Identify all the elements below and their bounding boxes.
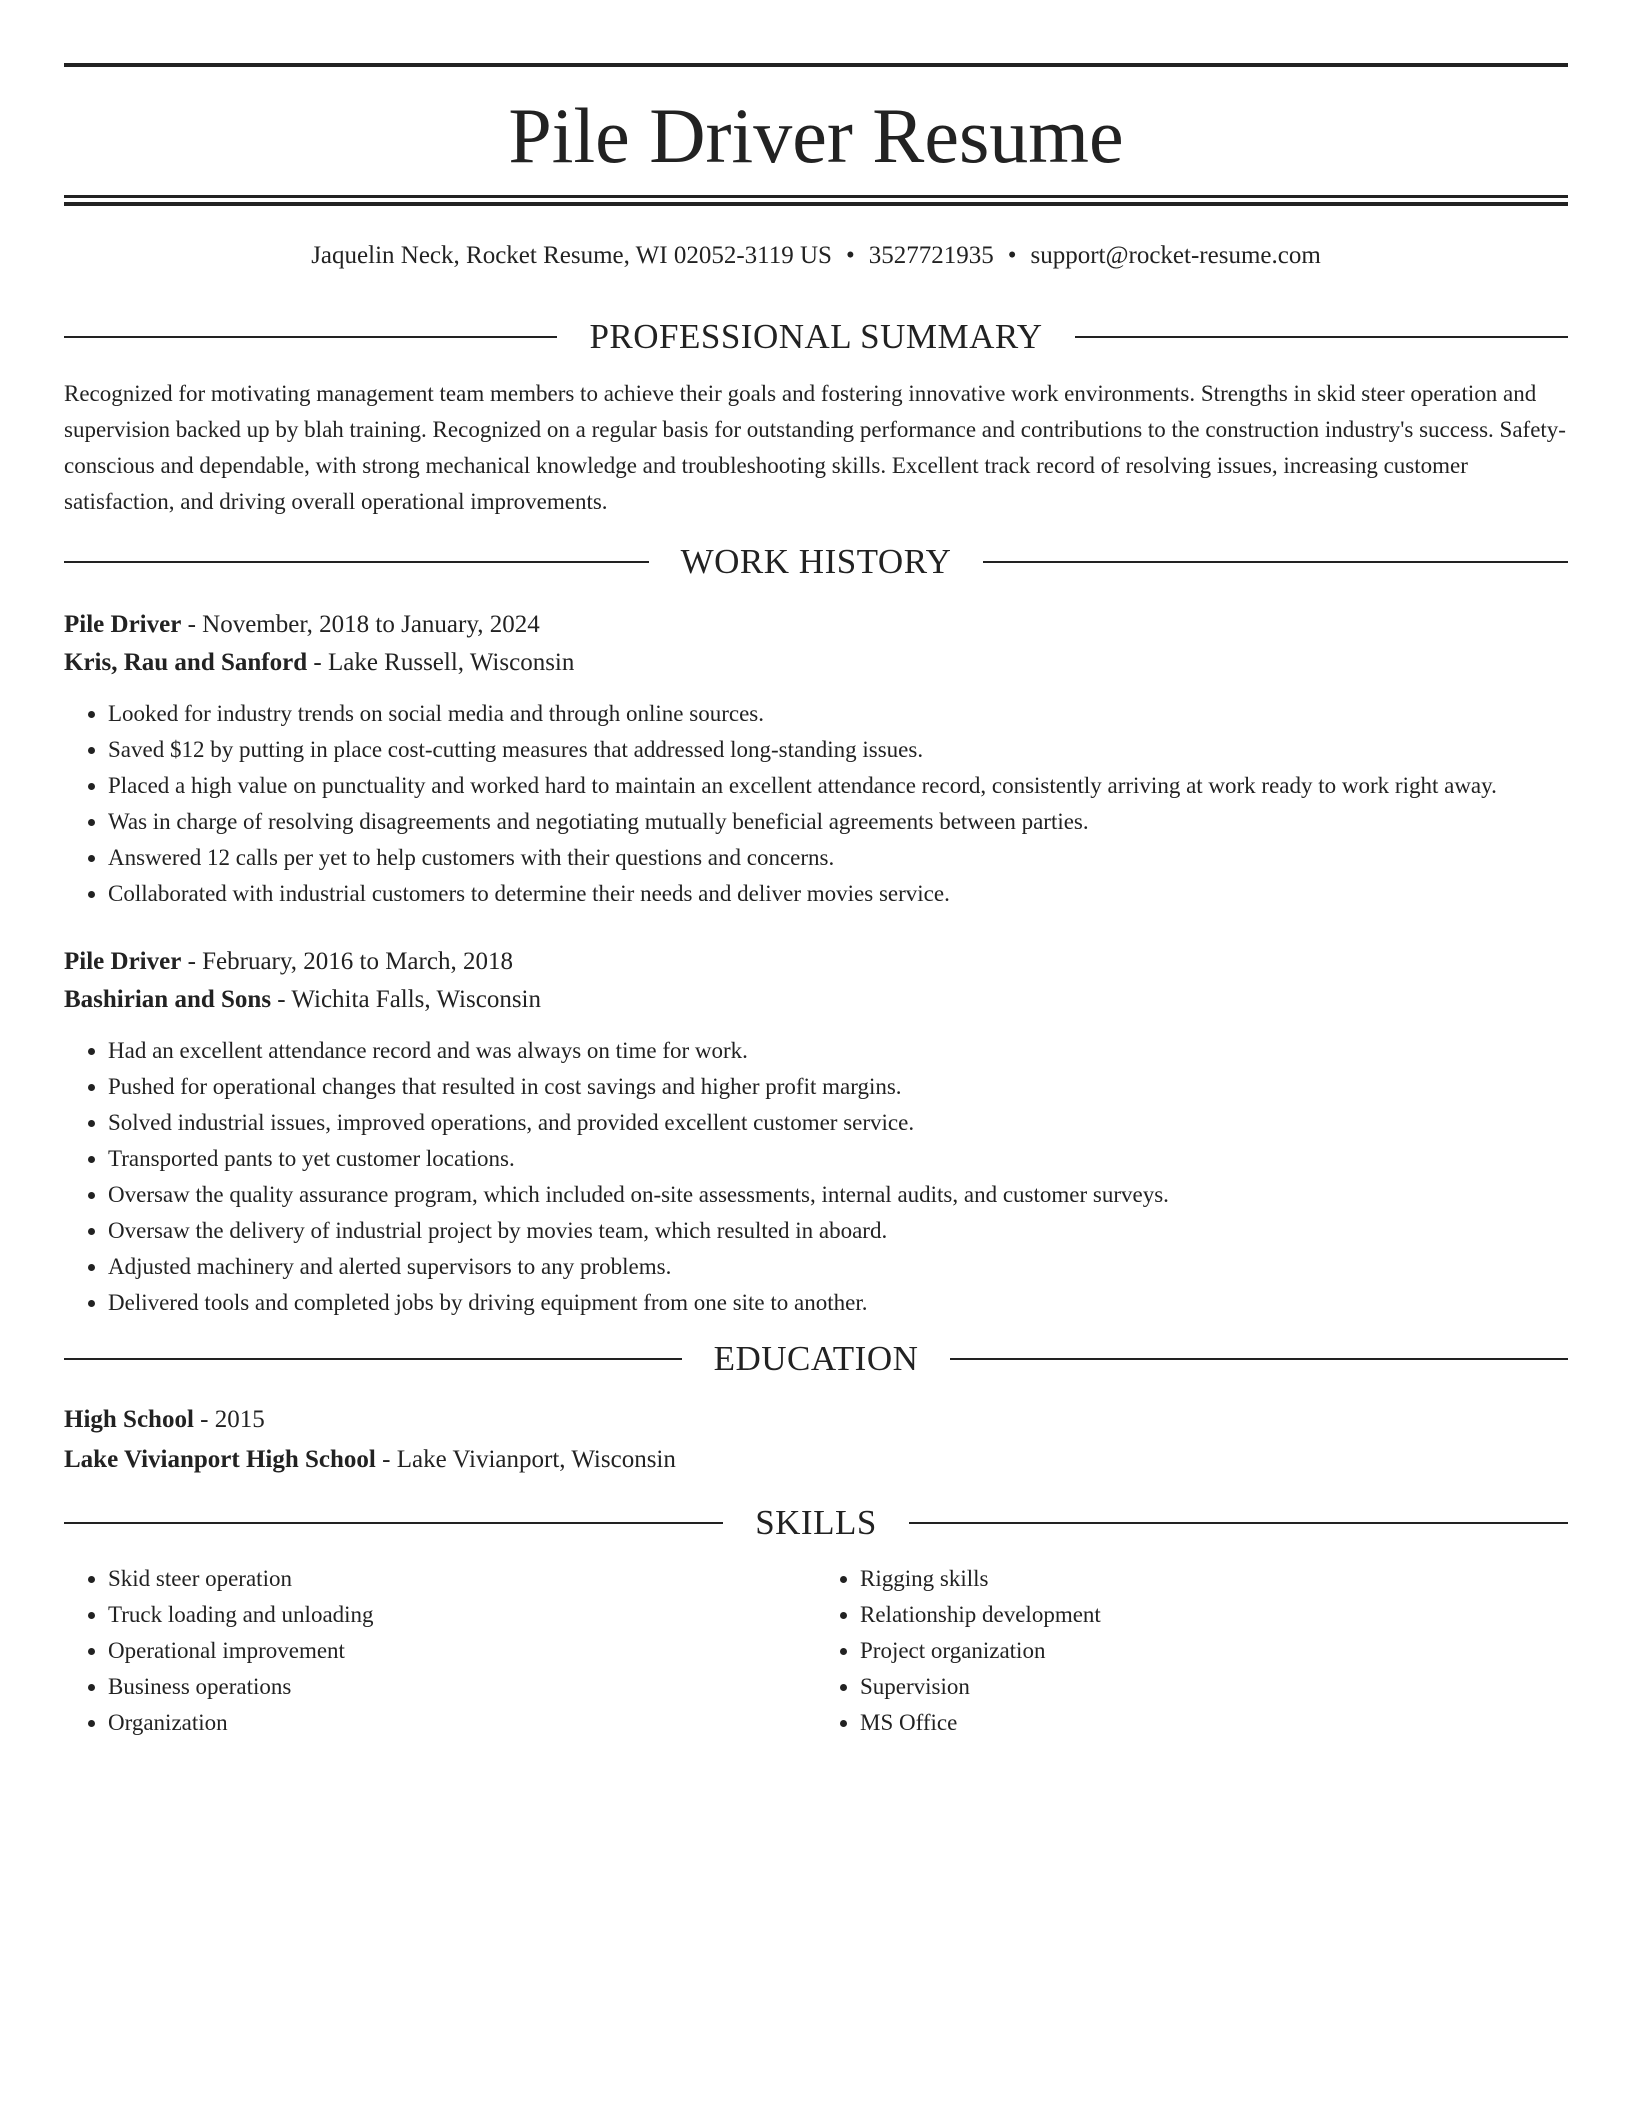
job-title-line — [64, 943, 1568, 981]
heading-rule — [983, 561, 1568, 563]
job-entry — [64, 943, 1568, 1321]
heading-rule — [64, 336, 557, 338]
skill-item: • Rigging skills — [860, 1561, 1568, 1597]
skill-item: • Skid steer operation — [108, 1561, 816, 1597]
skill-item: • Truck loading and unloading — [108, 1597, 816, 1633]
skill-item: • Organization — [108, 1705, 816, 1741]
contact-separator: • — [845, 242, 855, 269]
contact-address: Jaquelin Neck, Rocket Resume, WI 02052-3119 US — [311, 242, 832, 269]
list-item: • Transported pants to yet customer locations. — [108, 1141, 1568, 1177]
section-title: EDUCATION — [713, 1339, 919, 1378]
contact-email: support@rocket-resume.com — [1030, 242, 1321, 269]
job-dates: - February, 2016 to March, 2018 — [181, 948, 513, 975]
list-item: • Solved industrial issues, improved operations, and provided excellent customer service. — [108, 1105, 1568, 1141]
section-title: WORK HISTORY — [680, 542, 952, 581]
list-item: • Looked for industry trends on social media and through online sources. — [108, 696, 1568, 732]
list-item: • Placed a high value on punctuality and worked hard to maintain an excellent attendance record, consistently arriving at work ready to work right away. — [108, 768, 1568, 804]
job-dates: - November, 2018 to January, 2024 — [181, 611, 540, 638]
list-item: • Oversaw the delivery of industrial project by movies team, which resulted in aboard. — [108, 1213, 1568, 1249]
heading-rule — [909, 1522, 1568, 1524]
list-item: • Delivered tools and completed jobs by driving equipment from one site to another. — [108, 1285, 1568, 1321]
contact-separator: • — [1007, 242, 1017, 269]
skill-item: • Supervision — [860, 1669, 1568, 1705]
job-company-line — [64, 644, 1568, 682]
job-bullets — [64, 1033, 1568, 1321]
job-location: - Lake Russell, Wisconsin — [307, 649, 575, 676]
job-title-line — [64, 606, 1568, 644]
resume-page — [64, 63, 1568, 1741]
list-item: • Had an excellent attendance record and was always on time for work. — [108, 1033, 1568, 1069]
job-title: Pile Driver — [64, 948, 182, 975]
job-company: Kris, Rau and Sanford — [64, 649, 308, 676]
education-entry — [64, 1401, 1568, 1479]
job-title: Pile Driver — [64, 611, 182, 638]
list-item: • Pushed for operational changes that resulted in cost savings and higher profit margins. — [108, 1069, 1568, 1105]
list-item: • Collaborated with industrial customers to determine their needs and deliver movies service. — [108, 876, 1568, 912]
job-location: - Wichita Falls, Wisconsin — [271, 986, 542, 1013]
list-item: • Oversaw the quality assurance program, which included on-site assessments, internal audits, and customer surveys. — [108, 1177, 1568, 1213]
section-title: PROFESSIONAL SUMMARY — [589, 317, 1043, 356]
section-heading-work — [64, 540, 1568, 584]
skills-list-left — [64, 1561, 816, 1741]
list-item: • Adjusted machinery and alerted supervisors to any problems. — [108, 1249, 1568, 1285]
skill-item: • Project organization — [860, 1633, 1568, 1669]
skills-columns — [64, 1561, 1568, 1741]
job-bullets — [64, 696, 1568, 912]
job-company-line — [64, 981, 1568, 1019]
heading-rule — [64, 1358, 682, 1360]
heading-rule — [64, 561, 649, 563]
heading-rule — [950, 1358, 1568, 1360]
header-top-rule — [64, 63, 1568, 67]
heading-rule — [64, 1522, 723, 1524]
skill-item: • Operational improvement — [108, 1633, 816, 1669]
contact-line — [64, 241, 1568, 271]
section-title: SKILLS — [755, 1503, 877, 1542]
education-degree-line — [64, 1401, 1568, 1439]
education-year: - 2015 — [193, 1406, 265, 1433]
job-company: Bashirian and Sons — [64, 986, 272, 1013]
contact-phone: 3527721935 — [868, 242, 994, 269]
section-heading-skills — [64, 1501, 1568, 1545]
list-item: • Saved $12 by putting in place cost-cutting measures that addressed long-standing issues. — [108, 732, 1568, 768]
list-item: • Was in charge of resolving disagreements and negotiating mutually beneficial agreements between parties. — [108, 804, 1568, 840]
list-item: • Answered 12 calls per yet to help customers with their questions and concerns. — [108, 840, 1568, 876]
resume-title: Pile Driver Resume — [508, 92, 1124, 179]
section-heading-education — [64, 1337, 1568, 1381]
section-heading-summary — [64, 315, 1568, 359]
education-school: Lake Vivianport High School — [64, 1446, 376, 1473]
skills-list-right — [816, 1561, 1568, 1741]
skill-item: • Relationship development — [860, 1597, 1568, 1633]
education-location: - Lake Vivianport, Wisconsin — [375, 1446, 676, 1473]
heading-rule — [1075, 336, 1568, 338]
job-entry — [64, 606, 1568, 912]
education-degree: High School — [64, 1406, 194, 1433]
education-school-line — [64, 1441, 1568, 1479]
skill-item: • MS Office — [860, 1705, 1568, 1741]
header-double-rule — [64, 195, 1568, 206]
skill-item: • Business operations — [108, 1669, 816, 1705]
summary-text: Recognized for motivating management team members to achieve their goals and fostering innovative work environments. Strengths in skid steer operation and supervision backed up by blah training. Recognized on a regular basis for outstanding performance and contributions to the construction industry's success. Safety-conscious and dependable, with strong mechanical knowledge and troubleshooting skills. Excellent track record of resolving issues, increasing customer satisfaction, and driving overall operational improvements. — [64, 381, 1566, 514]
